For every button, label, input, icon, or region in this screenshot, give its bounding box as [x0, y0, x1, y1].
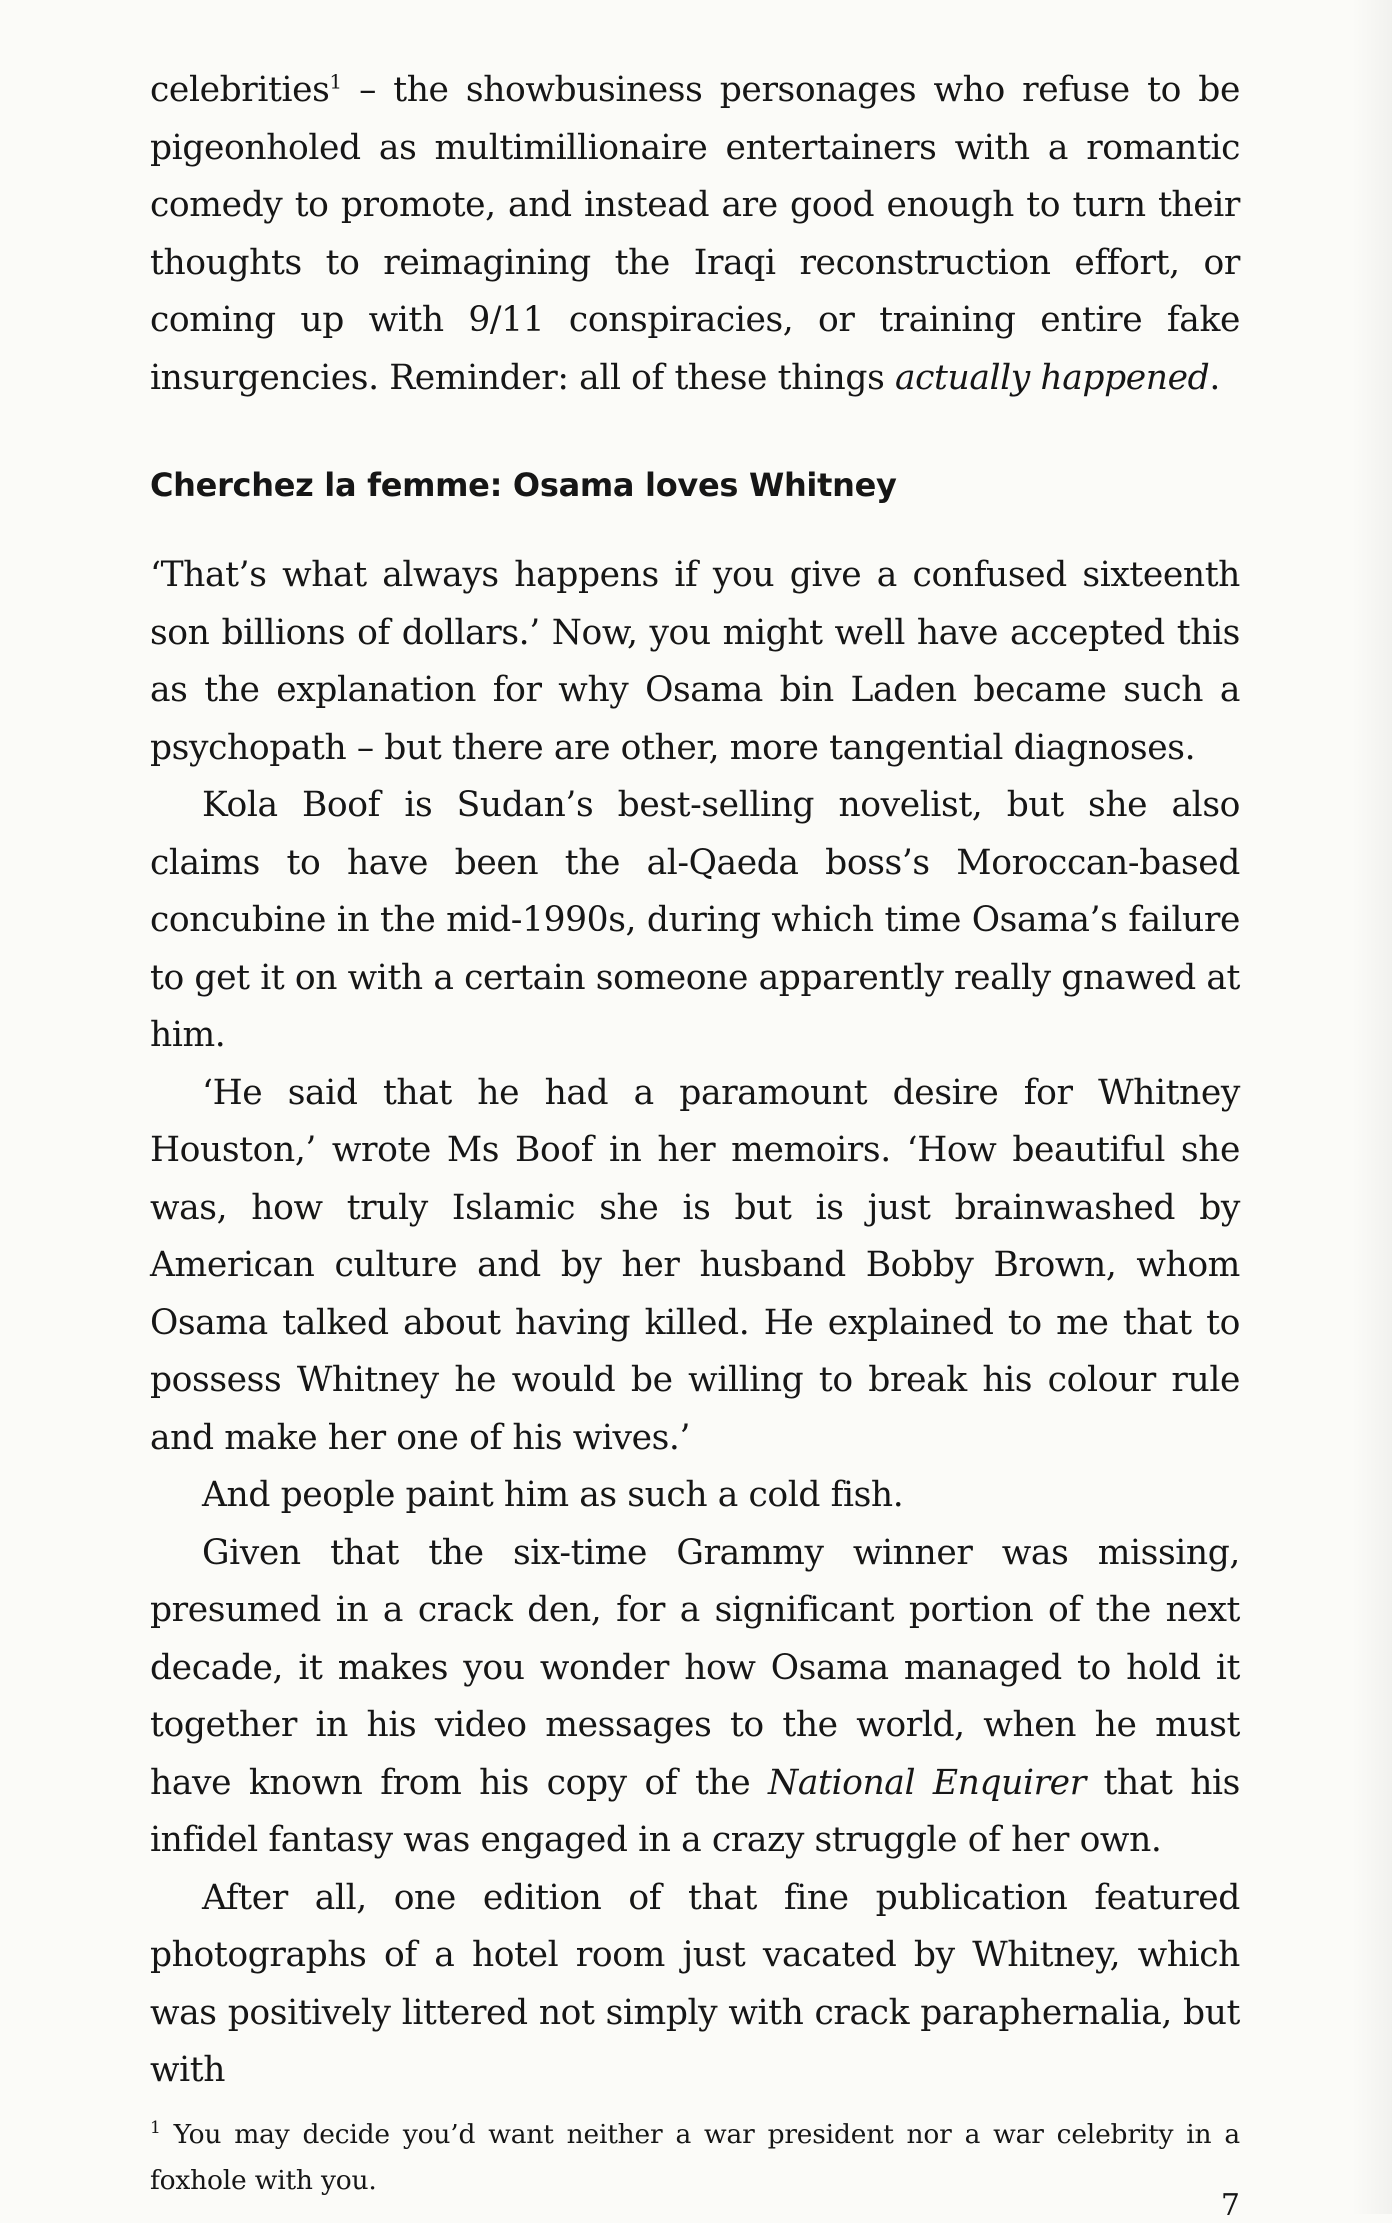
paragraph-1: ‘That’s what always happens if you give a confused sixteenth son billions of dollars.’ Now, you might well have accepted this as the explanation for why Osama bin Laden became such a psychopath – but there are other, more tangential diagnoses. — [150, 555, 1240, 768]
paragraph-5 — [150, 1525, 1240, 1870]
paragraph-4: And people paint him as such a cold fish. — [202, 1475, 904, 1515]
section-heading: Cherchez la femme: Osama loves Whitney — [150, 466, 897, 504]
footnote — [150, 2112, 1240, 2204]
paragraph-3: ‘He said that he had a paramount desire for Whitney Houston,’ wrote Ms Boof in her memoirs. ‘How beautiful she was, how truly Islamic she is but is just brainwashed by American culture and by her husband Bobby Brown, whom Osama talked about having killed. He explained to me that to possess Whitney he would be willing to break his colour rule and make her one of his wives.’ — [150, 1072, 1240, 1458]
footnote-marker: 1 — [150, 2117, 161, 2138]
page-number: 7 — [1220, 2188, 1240, 2223]
top-paragraph-emphasis: actually happened — [894, 357, 1210, 398]
footnote-text: You may decide you’d want neither a war president nor a war celebrity in a foxhole with you. — [150, 2118, 1240, 2196]
paragraph-6: After all, one edition of that fine publication featured photographs of a hotel room just vacated by Whitney, which was positively littered not simply with crack paraphernalia, but with — [150, 1877, 1240, 2090]
top-paragraph-body: – the showbusiness personages who refuse to be pigeonholed as multimillionaire entertainers with a romantic comedy to promote, and instead are good enough to turn their thoughts to reimagining the Iraqi reconstruction effort, or coming up with 9/11 conspiracies, or training entire fake insurgencies. Reminder: all of these things — [150, 70, 1240, 398]
footnote-reference: 1 — [329, 69, 342, 94]
paragraph-2: Kola Boof is Sudan’s best-selling novelist, but she also claims to have been the al-Qaeda boss’s Moroccan-based concubine in the mid-1990s, during which time Osama’s failure to get it on with a certain someone apparently really gnawed at him. — [150, 785, 1240, 1055]
paragraph-5-start: Given that the six-time Grammy winner was missing, presumed in a crack den, for a significant portion of the next decade, it makes you wonder how Osama managed to hold it together in his video messages to the world, when he must have known from his copy of the — [150, 1532, 1240, 1803]
top-paragraph-end: . — [1209, 357, 1220, 398]
paragraph-5-end: that his infidel fantasy was engaged in a crazy struggle of her own. — [150, 1762, 1240, 1860]
page-gutter-shade — [1352, 0, 1392, 2214]
book-page — [150, 62, 1240, 2204]
top-paragraph — [150, 62, 1240, 407]
publication-title: National Enquirer — [768, 1762, 1086, 1803]
top-paragraph-start: celebrities — [150, 70, 330, 110]
